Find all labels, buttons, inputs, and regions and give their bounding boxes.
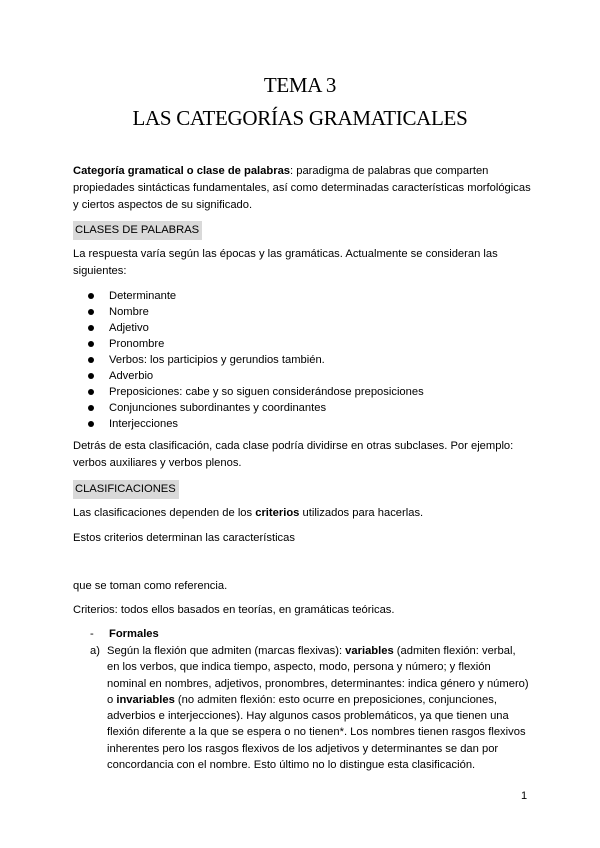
classifications-paragraph xyxy=(73,505,533,522)
list-item xyxy=(88,352,424,368)
item-text: (admiten flexión: verbal, en los verbos, que indica tiempo, aspecto, modo, persona y número; y flexión nominal en nombres, adjetivos, pronombres, determinantes: indica género y número) o xyxy=(107,645,529,706)
section1-intro: La respuesta varía según las épocas y las gramáticas. Actualmente se consideran las siguientes: xyxy=(73,248,498,277)
section-heading-clasificaciones: CLASIFICACIONES xyxy=(73,480,179,499)
page-number: 1 xyxy=(521,790,528,802)
item-text: Según la flexión que admiten (marcas flexivas): xyxy=(107,645,346,657)
criteria-paragraph: Estos criterios determinan las características xyxy=(73,532,295,544)
section-heading-clases: CLASES DE PALABRAS xyxy=(73,221,202,240)
list-item-label: Nombre xyxy=(109,306,149,318)
alpha-item-body xyxy=(107,643,530,773)
list-item-label: Adjetivo xyxy=(109,322,149,334)
list-item xyxy=(88,304,424,320)
list-item-label: Interjecciones xyxy=(109,418,179,430)
bullet-icon xyxy=(88,341,94,347)
invariables-bold: invariables xyxy=(116,693,175,706)
paragraph-text: utilizados para hacerlas. xyxy=(299,507,424,519)
definition-term: Categoría gramatical o clase de palabras xyxy=(73,165,291,177)
definition-text: : paradigma de palabras que comparten propiedades sintácticas fundamentales, así como determinadas características morfológicas y ciertos aspectos de su significado. xyxy=(73,165,531,211)
bullet-icon xyxy=(88,405,94,411)
list-item xyxy=(88,384,424,400)
criterios-bold: criterios xyxy=(255,507,300,519)
document-title-line2: LAS CATEGORÍAS GRAMATICALES xyxy=(132,106,468,130)
list-item-label: Conjunciones subordinantes y coordinantes xyxy=(109,402,327,414)
bullet-icon xyxy=(88,325,94,331)
list-item xyxy=(88,400,424,416)
definition-paragraph xyxy=(73,163,533,214)
list-item-label: Adverbio xyxy=(109,370,154,382)
formales-label: Formales xyxy=(109,628,159,640)
criteria-theories-paragraph: Criterios: todos ellos basados en teorías, en gramáticas teóricas. xyxy=(73,604,395,616)
list-item xyxy=(88,288,424,304)
dash-list-item-formales xyxy=(90,626,159,642)
bullet-icon xyxy=(88,389,94,395)
paragraph-text: Las clasificaciones dependen de los xyxy=(73,507,256,519)
document-title-line1: TEMA 3 xyxy=(263,73,337,97)
bullet-icon xyxy=(88,293,94,299)
section1-outro: Detrás de esta clasificación, cada clase podría dividirse en otras subclases. Por ejemplo: verbos auxiliares y verbos plenos. xyxy=(73,440,514,469)
list-item xyxy=(88,336,424,352)
alpha-list-item-a xyxy=(90,643,530,773)
bullet-icon xyxy=(88,421,94,427)
list-item-label: Pronombre xyxy=(109,338,165,350)
dash-marker: - xyxy=(90,628,94,640)
list-item xyxy=(88,416,424,432)
list-item-label: Determinante xyxy=(109,290,177,302)
list-item-label: Preposiciones: cabe y so siguen considerándose preposiciones xyxy=(109,386,424,398)
word-class-list xyxy=(88,288,424,432)
bullet-icon xyxy=(88,373,94,379)
item-text: (no admiten flexión: esto ocurre en preposiciones, conjunciones, adverbios e interjecciones). Hay algunos casos problemáticos, ya que tienen una flexión diferente a la que se espera o no tienen*. Los nombres tienen rasgos flexivos inherentes pero los rasgos flexivos de los adjetivos y determinantes se dan por concordancia con el nombre. Esto último no lo distingue esta clasificación. xyxy=(107,693,526,772)
bullet-icon xyxy=(88,357,94,363)
reference-paragraph: que se toman como referencia. xyxy=(73,580,228,592)
list-item xyxy=(88,320,424,336)
variables-bold: variables xyxy=(345,645,394,657)
bullet-icon xyxy=(88,309,94,315)
alpha-marker: a) xyxy=(90,645,100,657)
list-item xyxy=(88,368,424,384)
list-item-label: Verbos: los participios y gerundios también. xyxy=(109,354,325,366)
